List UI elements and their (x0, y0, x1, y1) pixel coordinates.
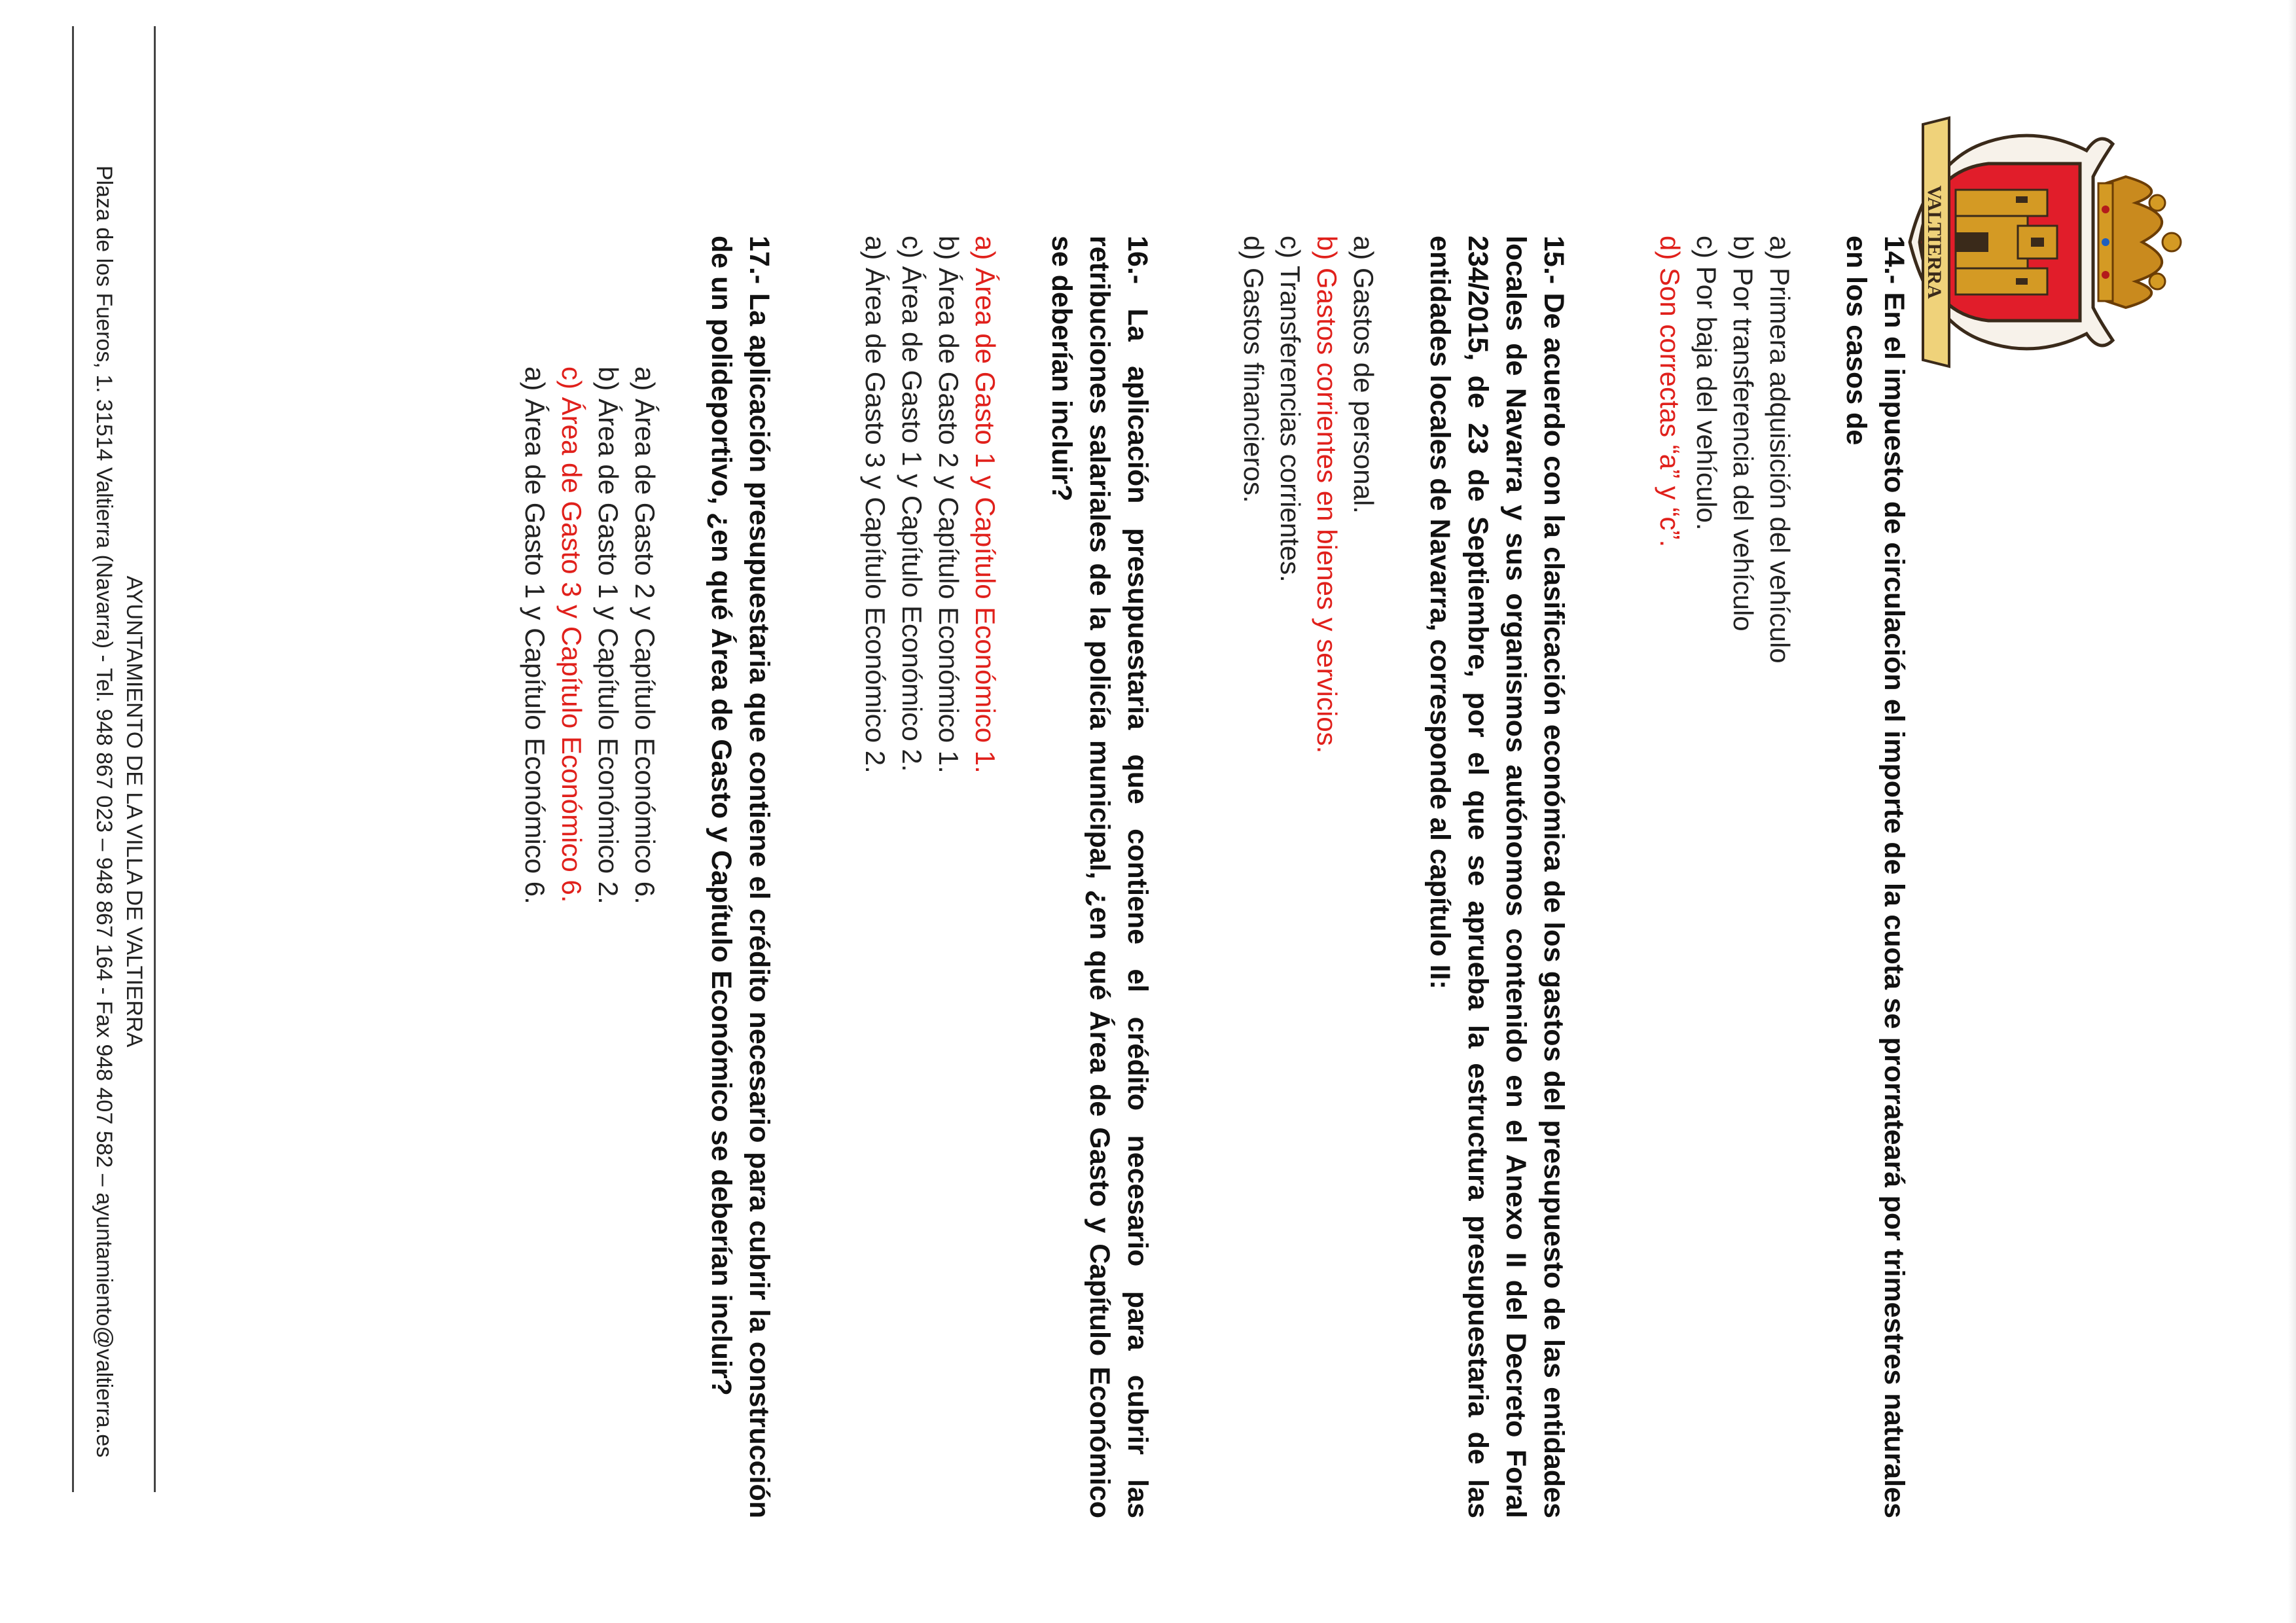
option-15-b: b) Gastos corrientes en bienes y servicios. (1312, 236, 1342, 754)
question-15: 15.- De acuerdo con la clasificación económica de los gastos del presupuesto de las entidades locales de Navarra y sus organismos autónomos contenido en el Anexo II del Decreto Foral 234/2015, de 23 de Septiembre, por el que se aprueba la estructura presupuestaria de las entidades locales de Navarra, corresponde al capítulo II: (1424, 236, 1570, 1518)
footer-bottom-divider (72, 26, 74, 1492)
option-16-c: c) Área de Gasto 1 y Capítulo Económico 2. (897, 236, 927, 772)
option-17-b: b) Área de Gasto 1 y Capítulo Económico 2. (593, 366, 624, 904)
questions-section (438, 236, 1913, 1518)
footer-organization: AYUNTAMIENTO DE LA VILLA DE VALTIERRA (122, 575, 147, 1048)
option-15-c: c) Transferencias corrientes. (1275, 236, 1306, 582)
question-14: 14.- En el impuesto de circulación el importe de la cuota se prorrateará por trimestres naturales en los casos de (1840, 236, 1910, 1518)
options-14 (1651, 236, 1798, 1518)
option-15-d: d) Gastos financieros. (1238, 236, 1269, 503)
coat-of-arms-icon (1897, 105, 2198, 380)
footer-contact: Plaza de los Fueros, 1. 31514 Valtierra (Navarra) - Tel. 948 867 023 – 948 867 164 - Fax 948 407 582 – ayuntamiento@valtierra.es (92, 165, 117, 1458)
footer (89, 0, 149, 1623)
question-16: 16.- La aplicación presupuestaria que contiene el crédito necesario para cubrir las retribuciones salariales de la policía municipal, ¿en qué Área de Gasto y Capítulo Económico se deberían incluir? (1046, 236, 1153, 1518)
banner-text: VALTIERRA (1924, 185, 1945, 299)
option-17-d: a) Área de Gasto 1 y Capítulo Económico 6. (520, 366, 550, 904)
option-15-a: a) Gastos de personal. (1348, 236, 1379, 514)
option-14-a: a) Primera adquisición del vehículo (1765, 236, 1795, 664)
options-17 (516, 236, 663, 1518)
option-16-a: a) Área de Gasto 1 y Capítulo Económico 1. (970, 236, 1001, 774)
question-17: 17.- La aplicación presupuestaria que contiene el crédito necesario para cubrir la construcción de un polideportivo, ¿en qué Área de Gasto y Capítulo Económico se deberían incluir? (706, 236, 775, 1518)
option-16-d: a) Área de Gasto 3 y Capítulo Económico 2. (860, 236, 891, 774)
option-16-b: b) Área de Gasto 2 y Capítulo Económico 1. (933, 236, 964, 774)
coat-of-arms (1897, 105, 2198, 380)
option-17-a: a) Área de Gasto 2 y Capítulo Económico 6. (630, 366, 660, 904)
options-15 (1235, 236, 1382, 1518)
option-17-c: c) Área de Gasto 3 y Capítulo Económico 6. (556, 366, 587, 903)
castle-icon (1956, 190, 2057, 294)
option-14-c: c) Por baja del vehículo. (1691, 236, 1722, 531)
footer-divider (154, 26, 156, 1492)
scan-edge (2288, 0, 2296, 1623)
crown-icon (2098, 177, 2181, 308)
option-14-d: d) Son correctas “a” y “c”. (1655, 236, 1685, 548)
banner (1923, 118, 1949, 366)
option-14-b: b) Por transferencia del vehículo (1728, 236, 1759, 632)
options-16 (857, 236, 1003, 1518)
